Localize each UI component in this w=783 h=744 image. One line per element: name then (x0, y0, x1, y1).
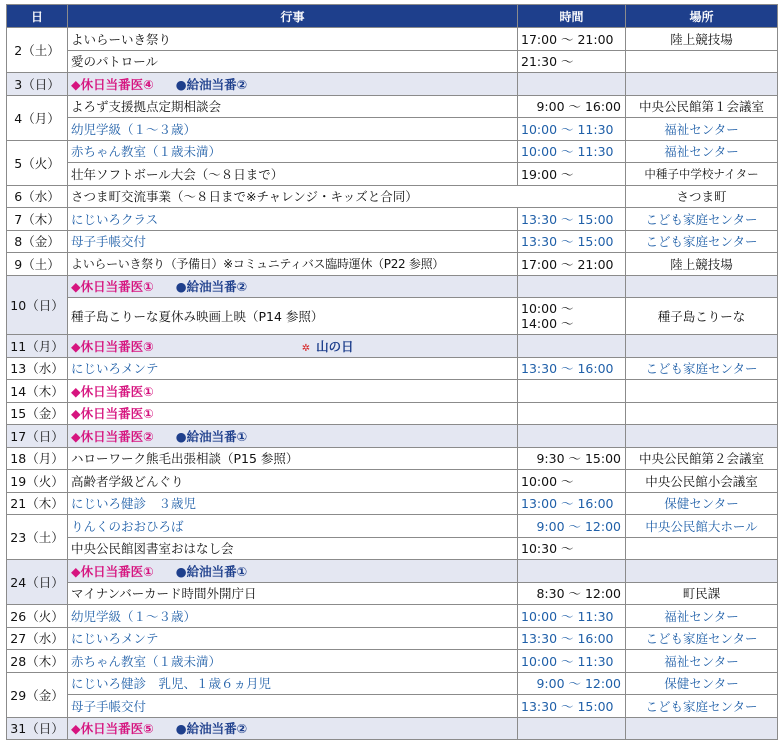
event-cell: マイナンバーカード時間外開庁日 (68, 582, 518, 605)
time-cell (518, 560, 626, 583)
duty-doctor: ◆休日当番医① (71, 563, 154, 579)
day-cell: 6（水） (7, 185, 68, 208)
event-calendar-table (6, 4, 778, 740)
table-row (7, 425, 778, 448)
holiday-flag-icon: ✲ (301, 342, 311, 354)
table-row (7, 357, 778, 380)
place-cell (626, 73, 778, 96)
duty-cell (68, 380, 518, 403)
fuel-duty: ●給油当番① (175, 563, 248, 579)
fuel-duty: ●給油当番① (175, 428, 248, 444)
time-cell: 13:30 ～ 16:00 (518, 357, 626, 380)
place-cell: 陸上競技場 (626, 28, 778, 51)
table-row (7, 335, 778, 358)
place-cell (626, 335, 778, 358)
day-cell: 8（金） (7, 230, 68, 253)
day-cell: 23（土） (7, 515, 68, 560)
time-cell: 9:00 ～ 16:00 (518, 95, 626, 118)
header-event: 行事 (68, 5, 518, 28)
time-cell: 19:00 ～ (518, 163, 626, 186)
event-cell: 母子手帳交付 (68, 230, 518, 253)
table-row (7, 95, 778, 118)
day-cell: 7（木） (7, 208, 68, 231)
event-cell: にじいろ健診 乳児、１歳６ヵ月児 (68, 672, 518, 695)
table-row (7, 298, 778, 335)
time-cell: 8:30 ～ 12:00 (518, 582, 626, 605)
place-cell (626, 275, 778, 298)
day-cell: 3（日） (7, 73, 68, 96)
time-cell: 13:30 ～ 15:00 (518, 695, 626, 718)
table-row (7, 650, 778, 673)
day-cell: 24（日） (7, 560, 68, 605)
place-cell (626, 560, 778, 583)
event-cell: 中央公民館図書室おはなし会 (68, 537, 518, 560)
fuel-duty: ●給油当番② (175, 279, 248, 295)
duty-doctor: ◆休日当番医① (71, 383, 154, 399)
event-cell: 赤ちゃん教室（１歳未満） (68, 650, 518, 673)
table-row (7, 605, 778, 628)
table-row (7, 253, 778, 276)
duty-cell (68, 335, 518, 358)
day-cell: 4（月） (7, 95, 68, 140)
table-row (7, 672, 778, 695)
day-cell: 9（土） (7, 253, 68, 276)
place-cell: 中種子中学校ナイター (626, 163, 778, 186)
day-cell: 15（金） (7, 402, 68, 425)
table-row (7, 537, 778, 560)
day-cell: 18（月） (7, 447, 68, 470)
day-cell: 31（日） (7, 717, 68, 740)
place-cell: 町民課 (626, 582, 778, 605)
event-cell: よろず支援拠点定期相談会 (68, 95, 518, 118)
duty-cell (68, 425, 518, 448)
time-cell: 10:00 ～ 11:30 (518, 118, 626, 141)
duty-cell (68, 73, 518, 96)
table-row (7, 50, 778, 73)
duty-doctor: ◆休日当番医③ (71, 338, 154, 354)
event-cell: 幼児学級（１～３歳） (68, 605, 518, 628)
duty-doctor: ◆休日当番医⑤ (71, 721, 154, 737)
time-cell: 9:30 ～ 15:00 (518, 447, 626, 470)
time-cell: 10:00 ～ 11:30 (518, 605, 626, 628)
time-cell: 17:00 ～ 21:00 (518, 253, 626, 276)
time-cell: 13:30 ～ 15:00 (518, 230, 626, 253)
time-cell: 13:30 ～ 16:00 (518, 627, 626, 650)
holiday-name: 山の日 (316, 338, 354, 354)
table-row (7, 380, 778, 403)
event-cell: にじいろ健診 ３歳児 (68, 492, 518, 515)
place-cell (626, 425, 778, 448)
table-row (7, 275, 778, 298)
duty-doctor: ◆休日当番医② (71, 428, 154, 444)
table-row (7, 470, 778, 493)
day-cell: 27（水） (7, 627, 68, 650)
place-cell: 保健センター (626, 492, 778, 515)
table-row (7, 163, 778, 186)
time-cell (518, 73, 626, 96)
day-cell: 14（木） (7, 380, 68, 403)
place-cell (626, 50, 778, 73)
day-cell: 10（日） (7, 275, 68, 335)
day-cell: 2（土） (7, 28, 68, 73)
place-cell: 中央公民館大ホール (626, 515, 778, 538)
event-cell: さつま町交流事業（～８日まで※チャレンジ・キッズと合同） (68, 185, 626, 208)
place-cell: こども家庭センター (626, 695, 778, 718)
table-row (7, 695, 778, 718)
time-cell (518, 275, 626, 298)
duty-cell (68, 717, 518, 740)
table-row (7, 230, 778, 253)
header-time: 時間 (518, 5, 626, 28)
time-line-1: 10:00 ～ (521, 301, 574, 316)
place-cell (626, 537, 778, 560)
event-cell: 高齢者学級どんぐり (68, 470, 518, 493)
event-cell: よいらーいき祭り（予備日）※コミュニティバス臨時運休（P22 参照） (68, 253, 518, 276)
place-cell: 保健センター (626, 672, 778, 695)
time-cell (518, 425, 626, 448)
place-cell: 福祉センター (626, 118, 778, 141)
time-cell (518, 402, 626, 425)
fuel-duty: ●給油当番② (175, 76, 248, 92)
day-cell: 5（火） (7, 140, 68, 185)
table-row (7, 492, 778, 515)
place-cell: 陸上競技場 (626, 253, 778, 276)
time-cell: 13:30 ～ 15:00 (518, 208, 626, 231)
event-cell: 壮年ソフトボール大会（～８日まで） (68, 163, 518, 186)
duty-cell (68, 560, 518, 583)
place-cell: 中央公民館第１会議室 (626, 95, 778, 118)
table-row (7, 118, 778, 141)
event-cell: にじいろクラス (68, 208, 518, 231)
place-cell (626, 717, 778, 740)
duty-cell (68, 402, 518, 425)
table-row (7, 582, 778, 605)
table-row (7, 560, 778, 583)
time-cell: 10:00 ～ (518, 470, 626, 493)
table-row (7, 73, 778, 96)
place-cell: 福祉センター (626, 605, 778, 628)
time-cell: 13:00 ～ 16:00 (518, 492, 626, 515)
fuel-duty: ●給油当番② (175, 721, 248, 737)
event-cell: 種子島こりーな夏休み映画上映（P14 参照） (68, 298, 518, 335)
event-cell: にじいろメンテ (68, 357, 518, 380)
table-row (7, 185, 778, 208)
event-cell: ハローワーク熊毛出張相談（P15 参照） (68, 447, 518, 470)
table-row (7, 717, 778, 740)
place-cell: 中央公民館第２会議室 (626, 447, 778, 470)
day-cell: 17（日） (7, 425, 68, 448)
day-cell: 19（火） (7, 470, 68, 493)
event-cell: 愛のパトロール (68, 50, 518, 73)
table-row (7, 28, 778, 51)
duty-doctor: ◆休日当番医④ (71, 76, 154, 92)
day-cell: 21（木） (7, 492, 68, 515)
time-cell (518, 298, 626, 335)
time-line-2: 14:00 ～ (521, 316, 574, 331)
time-cell: 10:00 ～ 11:30 (518, 650, 626, 673)
header-day: 日 (7, 5, 68, 28)
place-cell: こども家庭センター (626, 230, 778, 253)
place-cell (626, 402, 778, 425)
place-cell: 福祉センター (626, 140, 778, 163)
place-cell: こども家庭センター (626, 627, 778, 650)
day-cell: 11（月） (7, 335, 68, 358)
event-cell: よいらーいき祭り (68, 28, 518, 51)
table-row (7, 402, 778, 425)
duty-doctor: ◆休日当番医① (71, 279, 154, 295)
header-place: 場所 (626, 5, 778, 28)
table-row (7, 447, 778, 470)
time-cell: 9:00 ～ 12:00 (518, 515, 626, 538)
time-cell: 10:30 ～ (518, 537, 626, 560)
time-cell: 21:30 ～ (518, 50, 626, 73)
event-cell: 幼児学級（１～３歳） (68, 118, 518, 141)
event-cell: 母子手帳交付 (68, 695, 518, 718)
day-cell: 13（水） (7, 357, 68, 380)
table-row (7, 208, 778, 231)
place-cell: 福祉センター (626, 650, 778, 673)
time-cell: 9:00 ～ 12:00 (518, 672, 626, 695)
time-cell (518, 380, 626, 403)
place-cell: さつま町 (626, 185, 778, 208)
place-cell: 中央公民館小会議室 (626, 470, 778, 493)
place-cell: こども家庭センター (626, 357, 778, 380)
place-cell: 種子島こりーな (626, 298, 778, 335)
day-cell: 29（金） (7, 672, 68, 717)
time-cell (518, 717, 626, 740)
table-row (7, 140, 778, 163)
header-row (7, 5, 778, 28)
day-cell: 28（木） (7, 650, 68, 673)
time-cell: 10:00 ～ 11:30 (518, 140, 626, 163)
event-cell: にじいろメンテ (68, 627, 518, 650)
duty-cell (68, 275, 518, 298)
table-row (7, 627, 778, 650)
day-cell: 26（火） (7, 605, 68, 628)
time-cell (518, 335, 626, 358)
time-cell: 17:00 ～ 21:00 (518, 28, 626, 51)
event-cell: 赤ちゃん教室（１歳未満） (68, 140, 518, 163)
place-cell (626, 380, 778, 403)
place-cell: こども家庭センター (626, 208, 778, 231)
duty-doctor: ◆休日当番医① (71, 406, 154, 422)
table-row (7, 515, 778, 538)
event-cell: りんくのおおひろば (68, 515, 518, 538)
